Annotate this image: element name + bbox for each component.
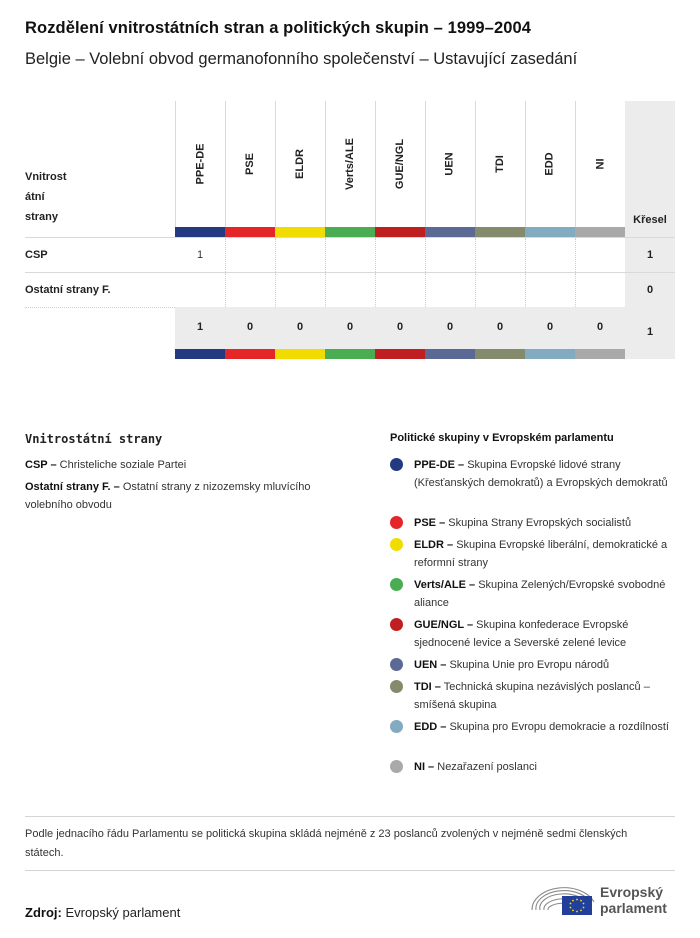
party-name: Ostatní strany F. <box>25 284 111 296</box>
total-cell: 0 <box>446 321 454 333</box>
total-cell: 0 <box>346 321 354 333</box>
group-color-strip <box>175 227 225 237</box>
table-cell <box>575 273 625 307</box>
table-cell <box>175 273 225 307</box>
divider <box>25 816 675 817</box>
group-color-strip <box>525 227 575 237</box>
total-cell: 1 <box>196 321 204 333</box>
total-cell: 0 <box>496 321 504 333</box>
group-column-header: PPE-DE <box>194 143 206 185</box>
footer-note: Podle jednacího řádu Parlamentu se politická skupina skládá nejméně z 23 poslanců zvolených v nejméně sedmi členských státech. <box>25 828 628 859</box>
group-color-strip-bottom <box>475 349 525 359</box>
totals-seats: 1 <box>625 307 675 359</box>
group-color-strip-bottom <box>175 349 225 359</box>
page-subtitle: Belgie – Volební obvod germanofonního společenství – Ustavující zasedání <box>25 50 578 68</box>
table-cell <box>325 238 375 272</box>
legend-dot-icon <box>390 458 403 471</box>
legend-dot-icon <box>390 658 403 671</box>
group-color-strip <box>325 227 375 237</box>
table-cell <box>475 238 525 272</box>
group-column-header: ELDR <box>293 149 306 179</box>
table-cell <box>325 273 375 307</box>
group-color-strip <box>275 227 325 237</box>
table-cell <box>425 238 475 272</box>
group-color-strip <box>425 227 475 237</box>
row-seats: 1 <box>625 238 675 272</box>
group-color-strip-bottom <box>275 349 325 359</box>
group-legend-item: PSE – Skupina Strany Evropských socialistů <box>390 514 675 554</box>
table-cell <box>525 238 575 272</box>
legend-dot-icon <box>390 538 403 551</box>
legend-dot-icon <box>390 760 403 773</box>
group-column-header: NI <box>594 158 606 170</box>
total-cell: 0 <box>296 321 304 333</box>
group-color-strip-bottom <box>225 349 275 359</box>
seats-column-header: Křesel <box>625 101 675 237</box>
total-cell: 0 <box>596 321 604 333</box>
group-color-strip <box>225 227 275 237</box>
group-color-strip <box>575 227 625 237</box>
group-color-strip-bottom <box>575 349 625 359</box>
table-cell <box>425 273 475 307</box>
group-column-header: EDD <box>543 152 556 176</box>
national-legend-title: Vnitrostátní strany <box>25 432 163 446</box>
group-color-strip-bottom <box>425 349 475 359</box>
group-color-strip-bottom <box>375 349 425 359</box>
table-cell <box>225 238 275 272</box>
group-legend-item: EDD – Skupina pro Evropu demokracie a rozdílností <box>390 718 675 758</box>
logo-wordmark: Evropský parlament <box>600 884 667 916</box>
group-column-header: PSE <box>243 152 256 176</box>
national-legend-item: Ostatní strany F. – Ostatní strany z nizozemsky mluvícího volebního obvodu <box>25 481 311 511</box>
totals-divider <box>25 307 175 308</box>
table-row <box>25 237 675 272</box>
row-seats: 0 <box>625 273 675 307</box>
group-legend-item: PPE-DE – Skupina Evropské lidové strany (Křesťanských demokratů) a Evropských demokratů <box>390 456 675 496</box>
table-cell <box>375 238 425 272</box>
table-row <box>25 272 675 307</box>
table-cell <box>475 273 525 307</box>
group-column-header: Verts/ALE <box>344 138 356 190</box>
legend-dot-icon <box>390 720 403 733</box>
table-cell <box>525 273 575 307</box>
group-legend-title: Politické skupiny v Evropském parlamentu <box>390 432 614 444</box>
legend-dot-icon <box>390 618 403 631</box>
page-title: Rozdělení vnitrostátních stran a politických skupin – 1999–2004 <box>25 19 532 37</box>
distribution-table <box>25 101 675 359</box>
legend-dot-icon <box>390 516 403 529</box>
table-cell <box>225 273 275 307</box>
divider <box>25 870 675 871</box>
group-color-strip <box>375 227 425 237</box>
group-color-strip-bottom <box>525 349 575 359</box>
group-legend-item: ELDR – Skupina Evropské liberální, demokratické a reformní strany <box>390 536 675 576</box>
totals-row <box>175 307 625 349</box>
table-cell <box>375 273 425 307</box>
group-legend-item: NI – Nezařazení poslanci <box>390 758 675 798</box>
group-color-strip-bottom <box>325 349 375 359</box>
party-name: CSP <box>25 249 48 261</box>
group-color-strip <box>475 227 525 237</box>
total-cell: 0 <box>246 321 254 333</box>
group-legend-item: TDI – Technická skupina nezávislých poslanců – smíšená skupina <box>390 678 675 718</box>
table-cell: 1 <box>196 249 204 261</box>
total-cell: 0 <box>546 321 554 333</box>
table-cell <box>275 238 325 272</box>
total-cell: 0 <box>396 321 404 333</box>
row-header-label: Vnitrost átní strany <box>25 171 67 223</box>
group-legend-item: UEN – Skupina Unie pro Evropu národů <box>390 656 675 696</box>
group-legend-item: GUE/NGL – Skupina konfederace Evropské sjednocené levice a Severské zelené levice <box>390 616 675 656</box>
source: Zdroj: Evropský parlament <box>25 905 181 920</box>
group-column-header: TDI <box>493 155 506 173</box>
table-cell <box>575 238 625 272</box>
legend-dot-icon <box>390 578 403 591</box>
group-column-header: UEN <box>443 152 456 176</box>
table-cell <box>275 273 325 307</box>
group-column-header: GUE/NGL <box>394 138 406 190</box>
legend-dot-icon <box>390 680 403 693</box>
national-legend-item: CSP – Christeliche soziale Partei <box>25 459 187 471</box>
group-legend-item: Verts/ALE – Skupina Zelených/Evropské svobodné aliance <box>390 576 675 616</box>
